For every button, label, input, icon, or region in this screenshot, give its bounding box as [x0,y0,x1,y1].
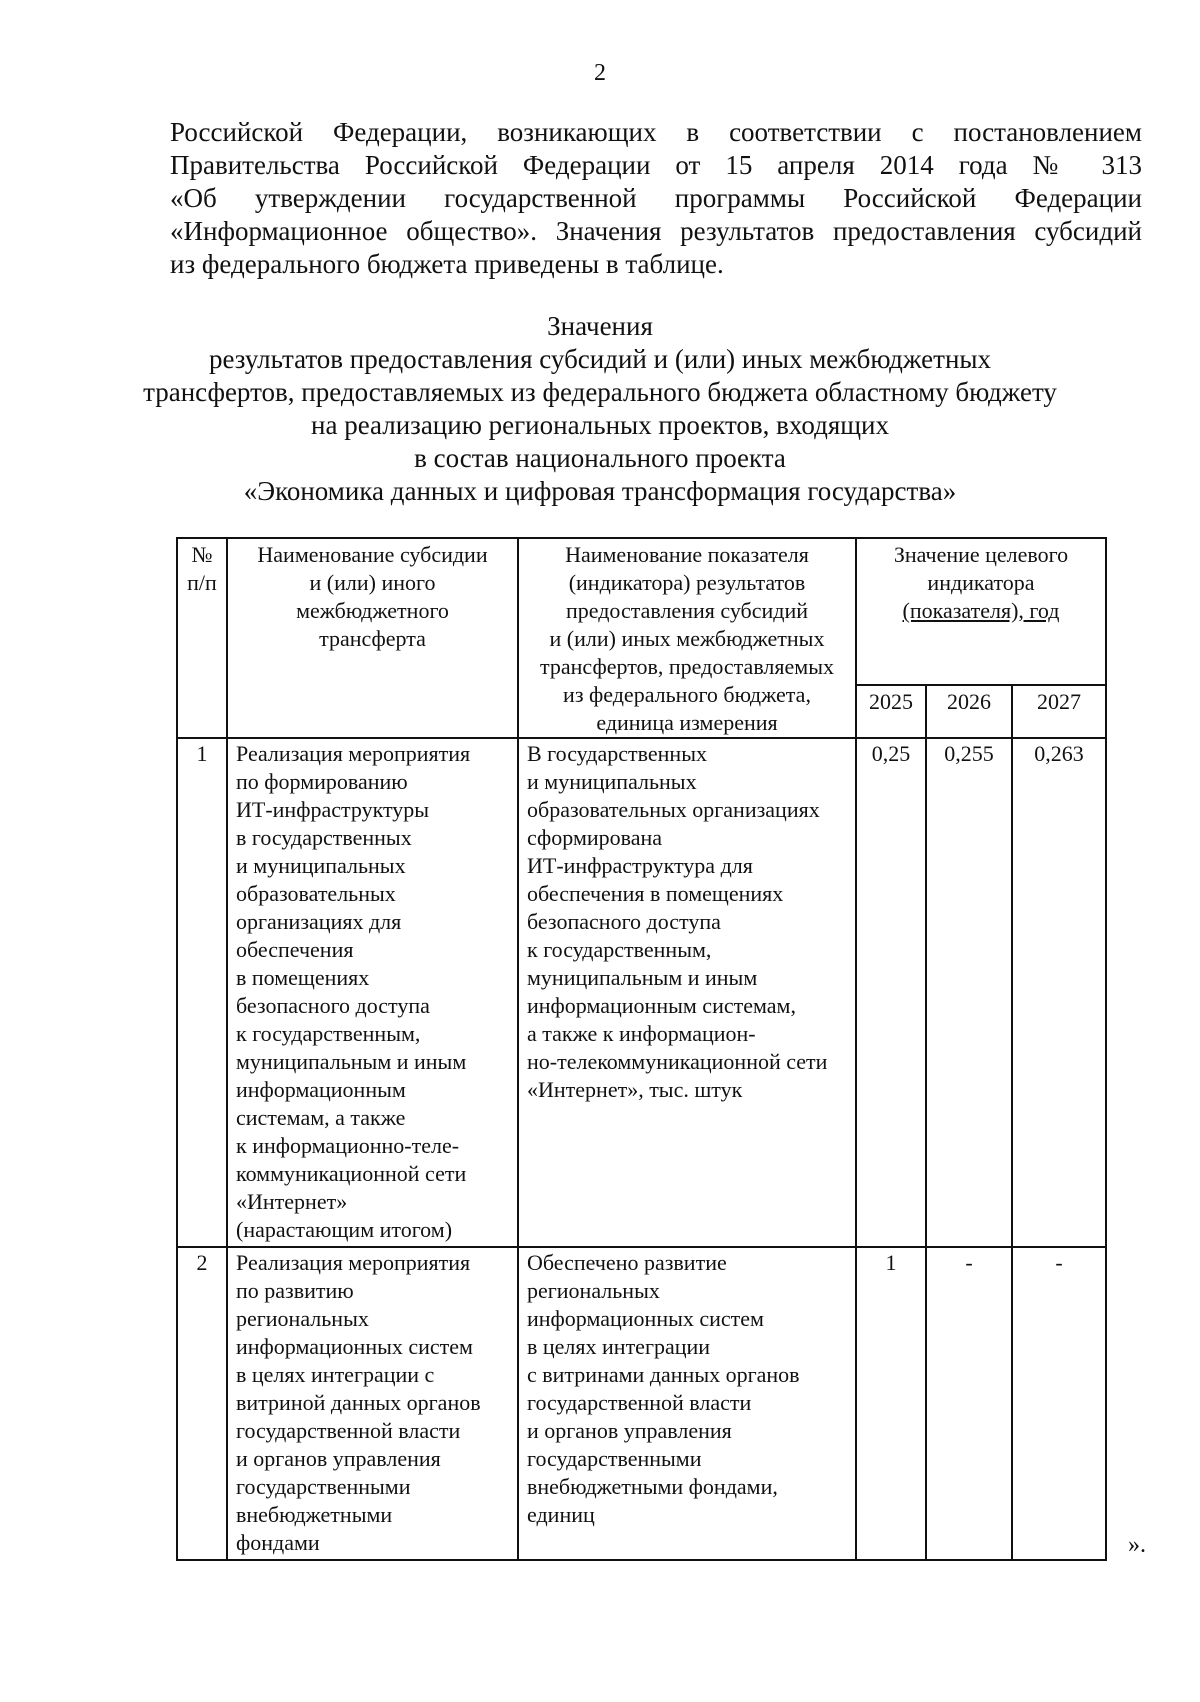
row-subsidy-line: ИТ-инфраструктуры [236,797,430,822]
table-caption [0,310,1200,508]
row-subsidy-line: в государственных [236,825,412,850]
table-row [177,738,1106,1247]
row-subsidy-line: образовательных [236,881,396,906]
header-indicator-line: из федерального бюджета, [563,682,811,707]
header-subsidy-line: и (или) иного [309,570,436,595]
header-target-line: (показателя), год [902,598,1060,623]
row-subsidy-line: по развитию [236,1278,354,1303]
row-indicator-line: «Интернет», тыс. штук [527,1077,743,1102]
row-indicator-line: муниципальным и иным [527,965,758,990]
row-indicator-line: а также к информацион- [527,1021,756,1046]
row-subsidy-line: и органов управления [236,1446,441,1471]
row-indicator-line: образовательных организациях [527,797,820,822]
values-table [176,537,1107,1561]
caption-line: на реализацию региональных проектов, входящих [311,410,889,440]
header-num-line: п/п [187,570,217,595]
header-year-2027: 2027 [1012,685,1106,738]
row-value-2027: 0,263 [1012,738,1106,1247]
header-num-line: № [191,542,213,567]
row-subsidy-line: муниципальным и иным [236,1049,467,1074]
page-number: 2 [594,60,606,86]
row-indicator-line: но-телекоммуникационной сети [527,1049,828,1074]
header-subsidy-line: трансферта [319,626,426,651]
row-indicator-line: государственными [527,1446,702,1471]
header-indicator-name [518,538,856,738]
header-target-line: индикатора [927,570,1035,595]
row-subsidy-name [227,1247,518,1560]
caption-line: в состав национального проекта [414,443,786,473]
row-num: 1 [177,738,227,1247]
row-subsidy-line: региональных [236,1306,369,1331]
row-subsidy-line: обеспечения [236,937,354,962]
row-indicator-line: государственной власти [527,1390,752,1415]
header-year-2026: 2026 [926,685,1012,738]
values-table-wrapper [176,537,1107,1561]
row-subsidy-line: организациях для [236,909,402,934]
header-subsidy-name [227,538,518,738]
row-subsidy-line: государственной власти [236,1418,461,1443]
row-subsidy-name [227,738,518,1247]
row-subsidy-line: внебюджетными [236,1502,393,1527]
header-year-2025: 2025 [856,685,926,738]
row-indicator-line: Обеспечено развитие [527,1250,727,1275]
intro-line: «Об утверждении государственной программы Российской Федерации [170,183,1142,213]
row-subsidy-line: Реализация мероприятия [236,1250,471,1275]
intro-line: Правительства Российской Федерации от 15 апреля 2014 года № 313 [170,150,1142,180]
header-subsidy-line: межбюджетного [296,598,449,623]
row-subsidy-line: фондами [236,1530,320,1555]
row-indicator-line: безопасного доступа [527,909,721,934]
caption-line: «Экономика данных и цифровая трансформация государства» [243,476,957,506]
header-target-line: Значение целевого [893,542,1069,567]
row-indicator-line: сформирована [527,825,663,850]
row-indicator-name [518,738,856,1247]
row-subsidy-line: (нарастающим итогом) [236,1217,453,1242]
row-subsidy-line: витриной данных органов [236,1390,481,1415]
row-indicator-line: внебюджетными фондами, [527,1474,778,1499]
row-value-2025: 0,25 [856,738,926,1247]
intro-paragraph [170,116,1142,281]
row-value-2026: 0,255 [926,738,1012,1247]
row-indicator-line: В государственных [527,741,707,766]
header-num [177,538,227,738]
header-indicator-line: Наименование показателя [565,542,809,567]
row-value-2026: - [926,1247,1012,1560]
table-row [177,1247,1106,1560]
intro-line: «Информационное общество». Значения результатов предоставления субсидий [170,216,1142,246]
header-indicator-line: и (или) иных межбюджетных [549,626,825,651]
row-subsidy-line: безопасного доступа [236,993,430,1018]
row-indicator-line: к государственным, [527,937,712,962]
row-subsidy-line: к государственным, [236,1021,421,1046]
row-subsidy-line: к информационно-теле- [236,1133,460,1158]
intro-line: из федерального бюджета приведены в таблице. [170,249,724,279]
row-indicator-line: с витринами данных органов [527,1362,800,1387]
row-indicator-line: ИТ-инфраструктура для [527,853,753,878]
header-subsidy-line: Наименование субсидии [257,542,488,567]
header-indicator-line: предоставления субсидий [565,598,809,623]
row-subsidy-line: Реализация мероприятия [236,741,471,766]
caption-line: трансфертов, предоставляемых из федерального бюджета областному бюджету [143,377,1057,407]
row-indicator-name [518,1247,856,1560]
row-indicator-line: обеспечения в помещениях [527,881,784,906]
header-indicator-line: (индикатора) результатов [568,570,806,595]
header-indicator-line: единица измерения [596,710,778,735]
row-indicator-line: единиц [527,1502,595,1527]
row-subsidy-line: информационным [236,1077,406,1102]
row-indicator-line: и органов управления [527,1418,732,1443]
header-indicator-line: трансфертов, предоставляемых [540,654,834,679]
row-value-2025: 1 [856,1247,926,1560]
closing-quote: ». [1128,1532,1146,1558]
row-num: 2 [177,1247,227,1560]
row-subsidy-line: информационных систем [236,1334,473,1359]
caption-line: Значения [547,311,653,341]
intro-line: Российской Федерации, возникающих в соответствии с постановлением [170,117,1142,147]
row-subsidy-line: системам, а также [236,1105,406,1130]
row-subsidy-line: «Интернет» [236,1189,348,1214]
row-indicator-line: в целях интеграции [527,1334,711,1359]
row-subsidy-line: государственными [236,1474,411,1499]
row-subsidy-line: в помещениях [236,965,370,990]
row-indicator-line: информационным системам, [527,993,796,1018]
row-subsidy-line: в целях интеграции с [236,1362,435,1387]
table-header-row [177,538,1106,685]
caption-line: результатов предоставления субсидий и (или) иных межбюджетных [208,344,992,374]
header-target-value [856,538,1106,685]
row-subsidy-line: коммуникационной сети [236,1161,467,1186]
row-value-2027: - [1012,1247,1106,1560]
row-subsidy-line: по формированию [236,769,408,794]
row-indicator-line: информационных систем [527,1306,764,1331]
row-subsidy-line: и муниципальных [236,853,406,878]
row-indicator-line: и муниципальных [527,769,697,794]
row-indicator-line: региональных [527,1278,660,1303]
